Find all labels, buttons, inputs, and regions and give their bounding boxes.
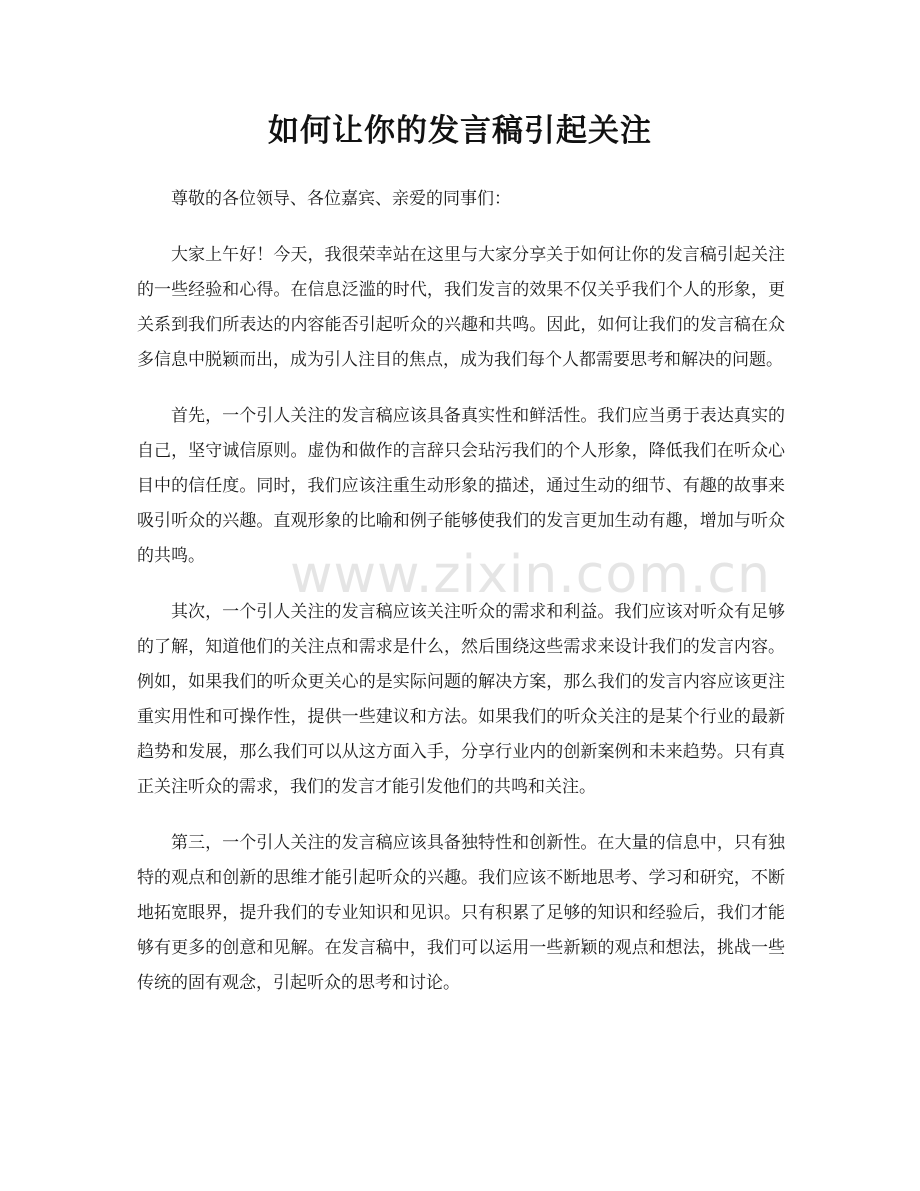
watermark: www.zixin.com.cn: [290, 545, 771, 605]
document-body: [137, 182, 785, 1022]
paragraph: 首先，一个引人关注的发言稿应该具备真实性和鲜活性。我们应当勇于表达真实的自己，坚守诚信原则。虚伪和做作的言辞只会玷污我们的个人形象，降低我们在听众心目中的信任度。同时，我们应该注重生动形象的描述，通过生动的细节、有趣的故事来吸引听众的兴趣。直观形象的比喻和例子能够使我们的发言更加生动有趣，增加与听众的共鸣。: [137, 406, 785, 566]
page-title: 如何让你的发言稿引起关注: [268, 113, 652, 149]
paragraph: 大家上午好！今天，我很荣幸站在这里与大家分享关于如何让你的发言稿引起关注的一些经验和心得。在信息泛滥的时代，我们发言的效果不仅关乎我们个人的形象，更关系到我们所表达的内容能否引起听众的兴趣和共鸣。因此，如何让我们的发言稿在众多信息中脱颖而出，成为引人注目的焦点，成为我们每个人都需要思考和解决的问题。: [137, 245, 785, 370]
salutation-paragraph: 尊敬的各位领导、各位嘉宾、亲爱的同事们：: [171, 189, 511, 209]
paragraph: 第三，一个引人关注的发言稿应该具备独特性和创新性。在大量的信息中，只有独特的观点和创新的思维才能引起听众的兴趣。我们应该不断地思考、学习和研究，不断地拓宽眼界，提升我们的专业知识和见识。只有积累了足够的知识和经验后，我们才能够有更多的创意和见解。在发言稿中，我们可以运用一些新颖的观点和想法，挑战一些传统的固有观念，引起听众的思考和讨论。: [137, 833, 785, 993]
paragraph: 其次，一个引人关注的发言稿应该关注听众的需求和利益。我们应该对听众有足够的了解，知道他们的关注点和需求是什么，然后围绕这些需求来设计我们的发言内容。例如，如果我们的听众更关心的是实际问题的解决方案，那么我们的发言内容应该更注重实用性和可操作性，提供一些建议和方法。如果我们的听众关注的是某个行业的最新趋势和发展，那么我们可以从这方面入手，分享行业内的创新案例和未来趋势。只有真正关注听众的需求，我们的发言才能引发他们的共鸣和关注。: [137, 602, 785, 797]
